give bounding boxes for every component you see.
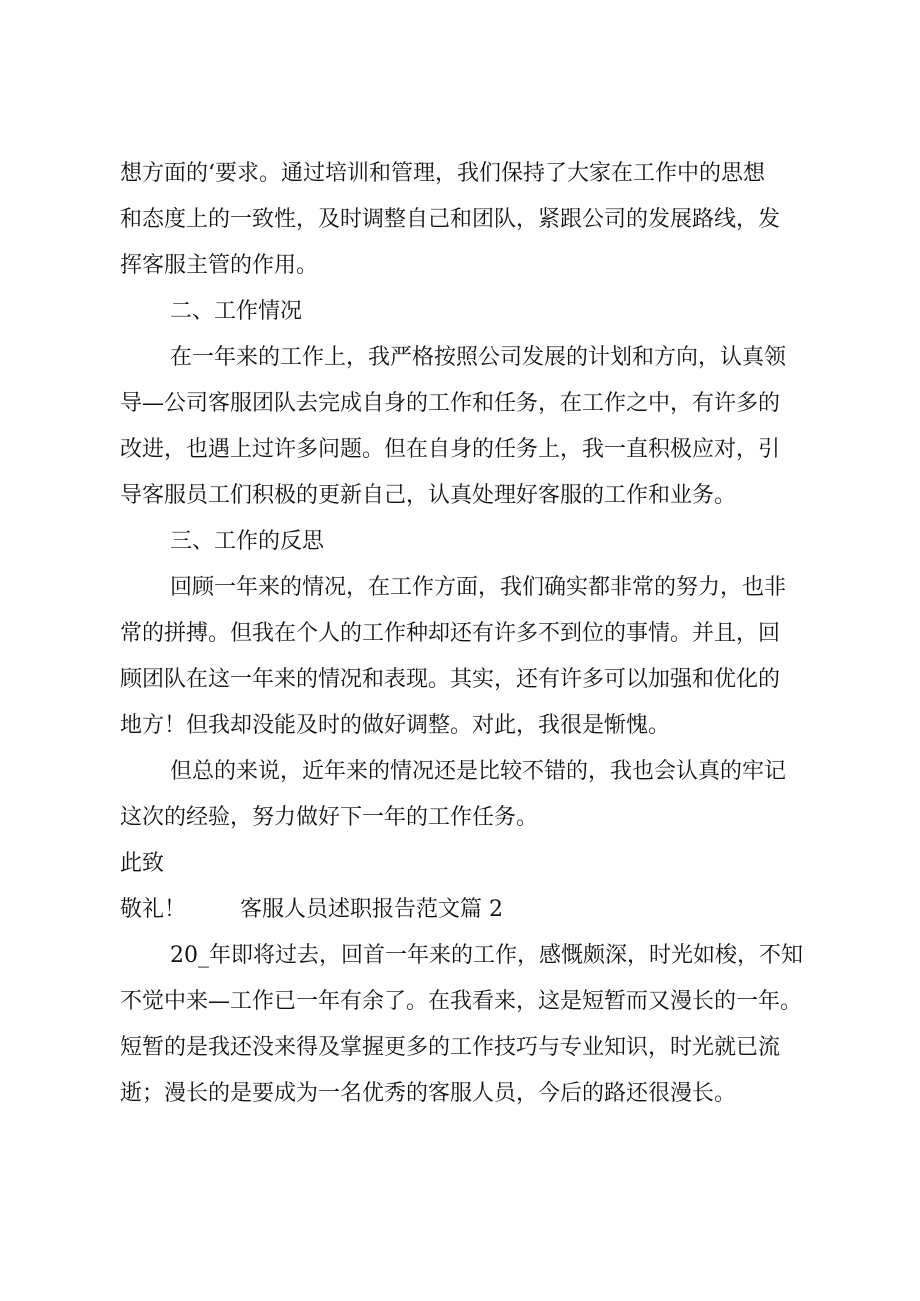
text-line: 导—公司客服团队去完成自身的工作和任务，在工作之中，有许多的 [120,391,781,416]
text-line: 和态度上的一致性，及时调整自己和团队，紧跟公司的发展路线，发 [120,207,781,232]
text-line: 短暂的是我还没来得及掌握更多的工作技巧与专业知识，时光就已流 [120,1035,781,1060]
text-line: 常的拼搏。但我在个人的工作种却还有许多不到位的事情。并且，回 [120,621,781,646]
text-line: 导客服员工们积极的更新自己，认真处理好客服的工作和业务。 [120,483,737,508]
paragraph-work-situation [120,335,840,519]
section-heading-work-situation: 二、工作情况 [170,299,303,324]
text-line: 逝；漫长的是要成为一名优秀的客服人员，今后的路还很漫长。 [120,1081,737,1106]
paragraph-thought-requirements [120,151,840,289]
text-line: 20_年即将过去，回首一年来的工作，感慨颇深，时光如梭，不知 [170,943,803,968]
text-line: 在一年来的工作上，我严格按照公司发展的计划和方向，认真领 [170,345,787,370]
text-line: 但总的来说，近年来的情况还是比较不错的，我也会认真的牢记 [170,759,787,784]
text-line: 顾团队在这一年来的情况和表现。其实，还有许多可以加强和优化的 [120,667,781,692]
text-line: 改进，也遇上过许多问题。但在自身的任务上，我一直积极应对，引 [120,437,781,462]
paragraph-summary [120,749,840,841]
text-line: 回顾一年来的情况，在工作方面，我们确实都非常的努力，也非 [170,575,787,600]
text-line: 不觉中来—工作已一年有余了。在我看来，这是短暂而又漫长的一年。 [120,989,803,1014]
closing-salutation: 此致 [120,851,165,876]
paragraph-work-reflection [120,565,840,749]
article-title: 客服人员述职报告范文篇 2 [240,897,504,922]
text-line: 想方面的‘要求。通过培训和管理，我们保持了大家在工作中的思想 [120,161,765,186]
section-heading-work-reflection: 三、工作的反思 [170,529,325,554]
text-line: 挥客服主管的作用。 [120,253,319,278]
text-line: 这次的经验，努力做好下一年的工作任务。 [120,805,539,830]
text-line: 地方！但我却没能及时的做好调整。对此，我很是惭愧。 [120,713,671,738]
document-body [120,151,840,1117]
paragraph-article-two-intro [120,933,840,1117]
closing-regards: 敬礼！ [120,897,187,922]
closing-and-title-line [120,887,840,933]
